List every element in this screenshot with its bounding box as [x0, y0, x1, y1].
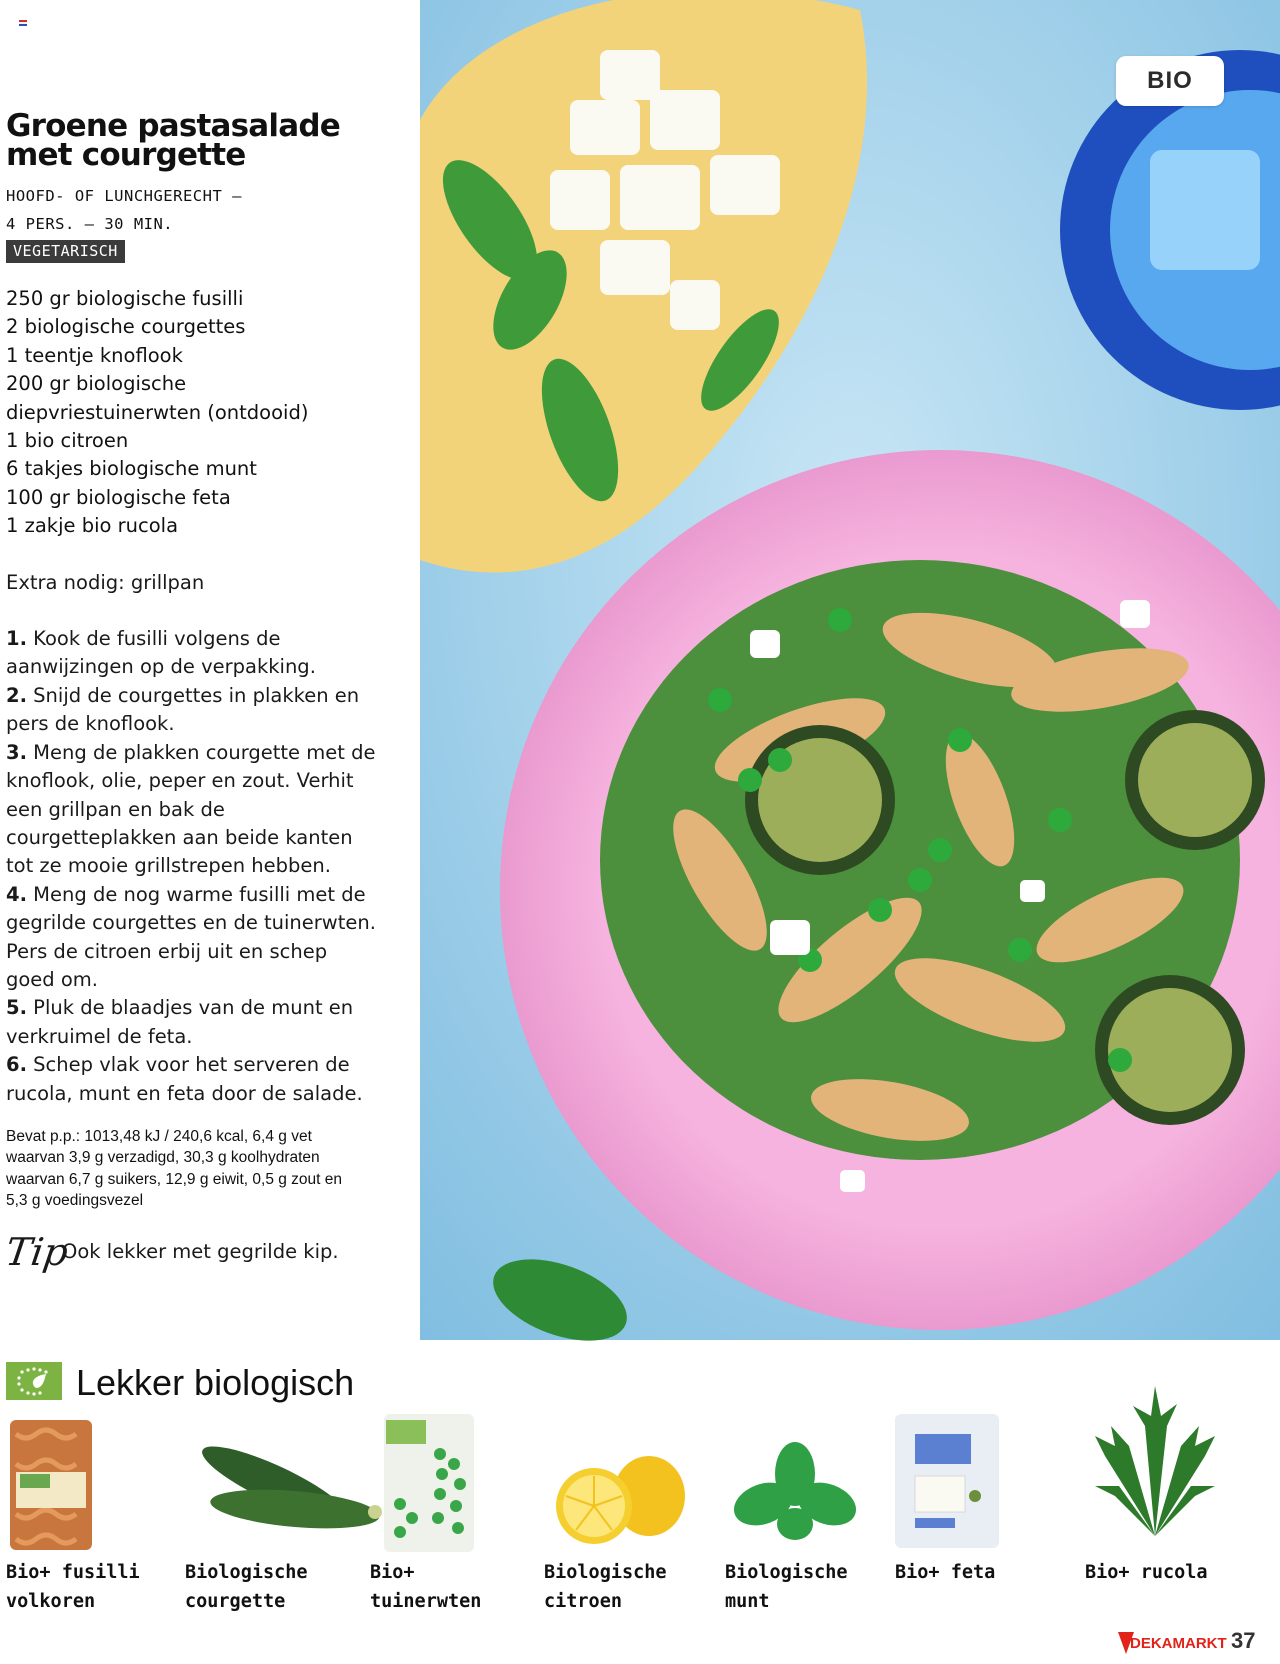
product-name-line2: tuinerwten [370, 1591, 482, 1612]
step-text: Meng de nog warme fusilli met de gegrilde courgettes en de tuinerwten. Pers de citroen erbij uit en schep goed om. [6, 882, 376, 991]
step-number: 6. [6, 1053, 27, 1077]
product-card[interactable] [895, 1414, 1045, 1583]
recipe-meta-servings: 4 PERS. – 30 MIN. [6, 215, 174, 233]
product-label [1085, 1558, 1255, 1587]
courgette-icon [185, 1414, 335, 1554]
tip-text: Ook lekker met gegrilde kip. [62, 1240, 339, 1264]
lemon-icon [544, 1414, 694, 1554]
step-number: 1. [6, 627, 27, 651]
peas-pack-icon [370, 1414, 520, 1554]
product-name-line1: Biologische [544, 1562, 667, 1583]
nutrition-info: Bevat p.p.: 1013,48 kJ / 240,6 kcal, 6,4 g vet waarvan 3,9 g verzadigd, 30,3 g koolhydraten waarvan 6,7 g suikers, 12,9 g eiwit, 0,5 g zout en 5,3 g voedingsvezel [6, 1127, 343, 1210]
recipe-step [6, 625, 376, 682]
ingredient-item: 250 gr biologische fusilli [6, 287, 244, 310]
fusilli-pack-icon [6, 1414, 156, 1554]
language-flag-icon [19, 20, 27, 26]
step-text: Pluk de blaadjes van de munt en verkruimel de feta. [6, 996, 354, 1048]
product-card[interactable] [6, 1414, 156, 1612]
section-title: Lekker biologisch [76, 1362, 355, 1403]
product-name-line2: courgette [185, 1591, 286, 1612]
product-label [895, 1558, 1065, 1587]
ingredient-list [6, 285, 406, 541]
recipe-meta-course: HOOFD- OF LUNCHGERECHT – [6, 187, 242, 205]
product-label [185, 1558, 355, 1616]
step-number: 3. [6, 740, 27, 764]
extra-equipment: Extra nodig: grillpan [6, 570, 205, 594]
product-name-line1: Biologische [725, 1562, 848, 1583]
ingredient-item: 2 biologische courgettes [6, 315, 246, 339]
ingredient-item: 1 teentje knoflook [6, 343, 183, 367]
product-name-line1: Bio+ [370, 1562, 415, 1583]
recipe-step [6, 739, 376, 881]
recipe-step [6, 1051, 376, 1108]
ingredient-item: 200 gr biologische [6, 372, 187, 396]
recipe-step [6, 881, 376, 995]
recipe-title [6, 108, 406, 173]
recipe-title-line1: Groene pastasalade [6, 108, 340, 144]
ingredient-item: 100 gr biologische feta [6, 485, 231, 509]
recipe-title-line2: met courgette [6, 137, 246, 173]
step-number: 4. [6, 882, 27, 906]
product-name-line1: Bio+ rucola [1085, 1562, 1208, 1583]
step-text: Kook de fusilli volgens de aanwijzingen op de verpakking. [6, 627, 316, 679]
ingredient-item: 1 bio citroen [6, 429, 129, 453]
product-card[interactable] [370, 1414, 520, 1612]
recipe-steps [6, 625, 376, 1108]
product-name-line1: Bio+ feta [895, 1562, 996, 1583]
hero-photo [420, 0, 1280, 1340]
salad-photo-illustration [420, 0, 1280, 1340]
recipe-step [6, 682, 376, 739]
bio-badge: BIO [1116, 56, 1224, 106]
mint-icon [725, 1414, 875, 1554]
tip [2, 1229, 406, 1274]
step-text: Meng de plakken courgette met de knoflook, olie, peper en zout. Verhit een grillpan en bak de courgetteplakken aan beide kanten tot ze mooie grillstrepen hebben. [6, 740, 376, 878]
tip-script-label: Tip [2, 1229, 71, 1274]
recipe-column [2, 108, 406, 1274]
product-name-line2: munt [725, 1591, 770, 1612]
product-name-line1: Bio+ fusilli [6, 1562, 140, 1583]
ingredient-item: diepvriestuinerwten (ontdooid) [6, 400, 309, 424]
ingredient-item: 6 takjes biologische munt [6, 457, 257, 481]
dekamarkt-logo [1118, 1628, 1227, 1656]
product-name-line2: citroen [544, 1591, 622, 1612]
rucola-icon [1085, 1414, 1235, 1554]
step-number: 5. [6, 996, 27, 1020]
product-card[interactable] [544, 1414, 694, 1612]
product-name-line2: volkoren [6, 1591, 96, 1612]
step-number: 2. [6, 683, 27, 707]
product-label [725, 1558, 895, 1616]
product-name-line1: Biologische [185, 1562, 308, 1583]
step-text: Snijd de courgettes in plakken en pers de knoflook. [6, 683, 360, 736]
vegetarian-badge: VEGETARISCH [6, 240, 125, 263]
product-card[interactable] [1085, 1414, 1235, 1583]
feta-pack-icon [895, 1414, 1045, 1554]
product-label [370, 1558, 540, 1616]
ingredient-item: 1 zakje bio rucola [6, 514, 179, 538]
product-label [6, 1558, 176, 1616]
recipe-meta [6, 182, 406, 238]
product-card[interactable] [725, 1414, 875, 1612]
brand-name: DEKAMARKT [1130, 1635, 1227, 1652]
product-card[interactable] [185, 1414, 335, 1612]
step-text: Schep vlak voor het serveren de rucola, munt en feta door de salade. [6, 1053, 363, 1105]
recipe-step [6, 994, 376, 1051]
eu-organic-logo-icon [6, 1362, 62, 1400]
page-number: 37 [1231, 1628, 1256, 1653]
product-label [544, 1558, 714, 1616]
